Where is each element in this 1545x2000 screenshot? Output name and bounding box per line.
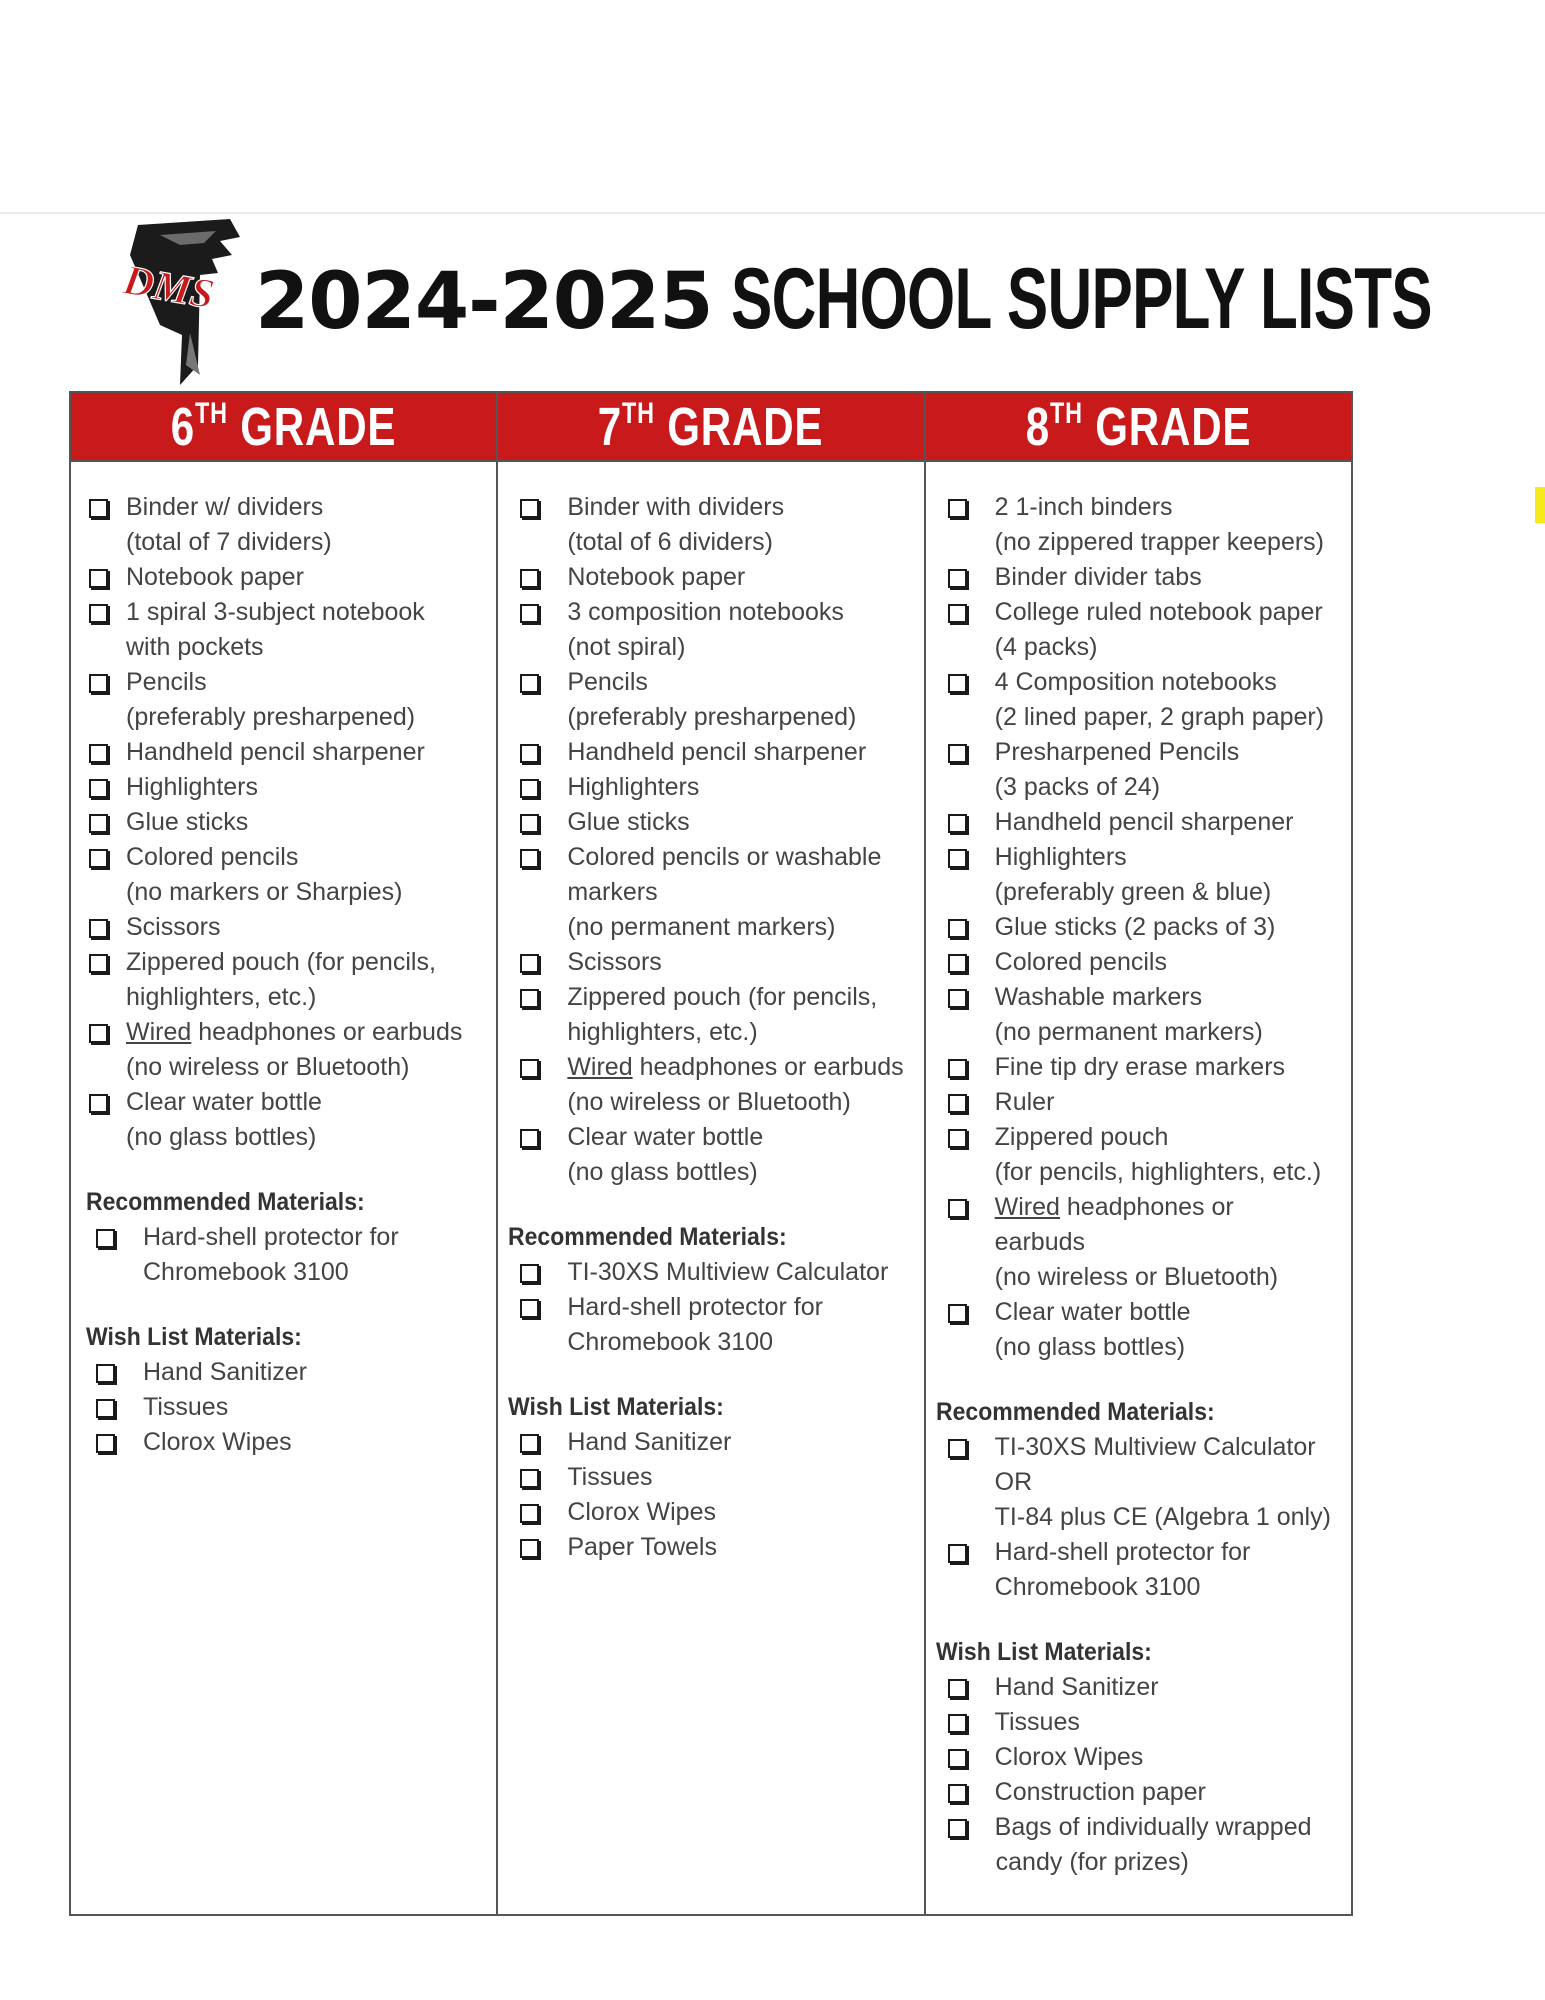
item-text: Hand Sanitizer <box>143 1358 307 1386</box>
checkbox-icon[interactable] <box>948 1059 967 1078</box>
item-text: Zippered pouch (for pencils, <box>567 983 878 1011</box>
checklist-item <box>926 1050 1351 1085</box>
recommended-heading: Recommended Materials: <box>508 1223 787 1251</box>
checklist-item <box>926 1120 1351 1190</box>
item-subtext: (no wireless or Bluetooth) <box>994 1263 1279 1291</box>
checklist-item <box>498 1495 923 1530</box>
wishlist-heading: Wish List Materials: <box>508 1393 725 1421</box>
logo-text: DMS <box>120 257 218 319</box>
item-subtext: (no glass bottles) <box>126 1123 317 1151</box>
item-text: Zippered pouch (for pencils, <box>126 948 436 976</box>
item-subtext: (total of 6 dividers) <box>567 528 773 556</box>
checklist-item <box>498 980 923 1050</box>
item-text: headphones or <box>1059 1193 1234 1221</box>
item-text: Colored pencils <box>994 948 1167 976</box>
item-text: Tissues <box>994 1708 1080 1736</box>
item-subtext: (no glass bottles) <box>567 1158 758 1186</box>
item-text: Binder with dividers <box>567 493 785 521</box>
checklist-item <box>498 770 923 805</box>
checkbox-icon[interactable] <box>89 849 108 868</box>
checkbox-icon[interactable] <box>520 1299 539 1318</box>
item-text: Pencils <box>567 668 648 696</box>
grade-7-header: 7TH GRADE <box>498 393 923 462</box>
checklist-item <box>498 1050 923 1120</box>
item-text: Washable markers <box>994 983 1203 1011</box>
item-text: Binder divider tabs <box>994 563 1202 591</box>
item-text: Fine tip dry erase markers <box>994 1053 1286 1081</box>
item-text: Tissues <box>567 1463 653 1491</box>
checkbox-icon[interactable] <box>89 954 108 973</box>
underlined-word: Wired <box>994 1193 1060 1221</box>
checkbox-icon[interactable] <box>96 1364 115 1383</box>
checklist-item <box>926 1810 1351 1845</box>
item-text: Notebook paper <box>126 563 304 591</box>
item-text: TI-30XS Multiview Calculator <box>994 1433 1316 1461</box>
wishlist-heading: Wish List Materials: <box>86 1323 302 1351</box>
checkbox-icon[interactable] <box>948 1199 967 1218</box>
checkbox-icon[interactable] <box>520 849 539 868</box>
checkbox-icon[interactable] <box>89 674 108 693</box>
item-text: 2 1-inch binders <box>994 493 1173 521</box>
item-text: Handheld pencil sharpener <box>994 808 1294 836</box>
checkbox-icon[interactable] <box>96 1399 115 1418</box>
item-text: Colored pencils or washable <box>567 843 882 871</box>
checklist-item <box>926 735 1351 805</box>
item-subtext: (no permanent markers) <box>994 1018 1263 1046</box>
item-subtext: (4 packs) <box>994 633 1098 661</box>
highlight-mark <box>1535 487 1545 523</box>
checklist-item <box>71 1425 496 1460</box>
checkbox-icon[interactable] <box>89 604 108 623</box>
item-text: Notebook paper <box>567 563 746 591</box>
checklist-item <box>926 1085 1351 1120</box>
item-subtext: with pockets <box>126 633 264 661</box>
item-subtext: (preferably presharpened) <box>126 703 416 731</box>
item-text: Tissues <box>143 1393 229 1421</box>
item-text: College ruled notebook paper <box>994 598 1323 626</box>
recommended-heading: Recommended Materials: <box>935 1398 1215 1426</box>
checkbox-icon[interactable] <box>96 1229 115 1248</box>
checklist-item <box>926 1535 1351 1605</box>
item-subtext: (3 packs of 24) <box>994 773 1161 801</box>
checkbox-icon[interactable] <box>96 1434 115 1453</box>
checkbox-icon[interactable] <box>520 1059 539 1078</box>
item-subtext: (preferably green & blue) <box>994 878 1272 906</box>
underlined-word: Wired <box>126 1018 192 1046</box>
checkbox-icon[interactable] <box>948 1749 967 1768</box>
item-subtext: (for pencils, highlighters, etc.) <box>994 1158 1322 1186</box>
checkbox-icon[interactable] <box>89 779 108 798</box>
checklist-item <box>498 1120 923 1190</box>
item-text: Presharpened Pencils <box>994 738 1240 766</box>
grade-6-column <box>71 393 498 1914</box>
checkbox-icon[interactable] <box>520 569 539 588</box>
checkbox-icon[interactable] <box>948 814 967 833</box>
checklist-item <box>498 1530 923 1565</box>
checklist-item <box>498 945 923 980</box>
checkbox-icon[interactable] <box>948 1819 967 1838</box>
item-subtext: (no markers or Sharpies) <box>126 878 403 906</box>
checklist-item <box>71 490 496 560</box>
item-text: Glue sticks <box>126 808 249 836</box>
checkbox-icon[interactable] <box>89 744 108 763</box>
checklist-item <box>71 665 496 735</box>
checkbox-icon[interactable] <box>948 674 967 693</box>
item-text: Clorox Wipes <box>994 1743 1144 1771</box>
checklist-item <box>926 560 1351 595</box>
checklist-item <box>926 1740 1351 1775</box>
item-text: Hard-shell protector for <box>567 1293 823 1321</box>
checkbox-icon[interactable] <box>520 1469 539 1488</box>
checklist-item <box>926 1705 1351 1740</box>
checkbox-icon[interactable] <box>520 989 539 1008</box>
item-text: Colored pencils <box>126 843 299 871</box>
checklist-item <box>71 840 496 910</box>
item-text: Construction paper <box>994 1778 1206 1806</box>
checkbox-icon[interactable] <box>948 1714 967 1733</box>
checkbox-icon[interactable] <box>948 1679 967 1698</box>
item-text: headphones or earbuds <box>191 1018 463 1046</box>
checklist-item <box>71 1355 496 1390</box>
checklist-item <box>498 1255 923 1290</box>
checklist-item <box>71 770 496 805</box>
checklist-item <box>926 665 1351 735</box>
supply-table <box>69 391 1353 1916</box>
checklist-item <box>498 1290 923 1360</box>
item-subtext: markers <box>567 878 658 906</box>
recommended-heading: Recommended Materials: <box>86 1188 365 1216</box>
checkbox-icon[interactable] <box>520 954 539 973</box>
item-subtext: (not spiral) <box>567 633 686 661</box>
grade-8-header: 8TH GRADE <box>926 393 1351 462</box>
item-subtext: (no wireless or Bluetooth) <box>126 1053 410 1081</box>
checklist-item <box>498 595 923 665</box>
checklist-item <box>71 945 496 1015</box>
page-title <box>255 250 1545 347</box>
checkbox-icon[interactable] <box>89 499 108 518</box>
item-subtext: (no wireless or Bluetooth) <box>567 1088 851 1116</box>
item-subtext: (2 lined paper, 2 graph paper) <box>994 703 1325 731</box>
checkbox-icon[interactable] <box>948 1094 967 1113</box>
checklist-item <box>71 735 496 770</box>
item-text: Ruler <box>994 1088 1055 1116</box>
item-subtext: OR <box>994 1468 1033 1496</box>
top-divider <box>0 212 1545 214</box>
item-subtext: highlighters, etc.) <box>567 1018 758 1046</box>
item-text: TI-30XS Multiview Calculator <box>567 1258 889 1286</box>
checkbox-icon[interactable] <box>520 1434 539 1453</box>
checkbox-icon[interactable] <box>520 744 539 763</box>
checkbox-icon[interactable] <box>948 604 967 623</box>
checkbox-icon[interactable] <box>948 1784 967 1803</box>
item-subtext: (no zippered trapper keepers) <box>994 528 1325 556</box>
dms-falcon-logo <box>120 215 250 385</box>
item-text: Scissors <box>567 948 662 976</box>
title-text: SCHOOL SUPPLY LISTS <box>730 251 1432 347</box>
item-subtext: (preferably presharpened) <box>567 703 857 731</box>
item-subtext: candy (for prizes) <box>995 1848 1189 1876</box>
checklist-item <box>71 1390 496 1425</box>
wishlist-heading: Wish List Materials: <box>935 1638 1152 1666</box>
checkbox-icon[interactable] <box>948 744 967 763</box>
checklist-item <box>71 1085 496 1155</box>
item-text: Binder w/ dividers <box>126 493 324 521</box>
checkbox-icon[interactable] <box>89 1024 108 1043</box>
checkbox-icon[interactable] <box>520 814 539 833</box>
checklist-item <box>926 980 1351 1050</box>
checklist-item <box>498 805 923 840</box>
checkbox-icon[interactable] <box>948 1439 967 1458</box>
item-text: Clorox Wipes <box>143 1428 292 1456</box>
checklist-item <box>498 665 923 735</box>
checklist-item <box>498 490 923 560</box>
item-text: Handheld pencil sharpener <box>126 738 425 766</box>
checkbox-icon[interactable] <box>948 1304 967 1323</box>
checkbox-icon[interactable] <box>520 1264 539 1283</box>
checkbox-icon[interactable] <box>520 1539 539 1558</box>
item-text: Handheld pencil sharpener <box>567 738 867 766</box>
checklist-item <box>926 595 1351 665</box>
item-text: Clear water bottle <box>126 1088 322 1116</box>
checkbox-icon[interactable] <box>520 1129 539 1148</box>
item-text: Hand Sanitizer <box>567 1428 732 1456</box>
checkbox-icon[interactable] <box>520 779 539 798</box>
checkbox-icon[interactable] <box>948 919 967 938</box>
checklist-item <box>498 735 923 770</box>
checklist-item <box>71 595 496 665</box>
checklist-item <box>498 560 923 595</box>
item-text: Scissors <box>126 913 221 941</box>
item-subtext: highlighters, etc.) <box>126 983 317 1011</box>
grade-8-column <box>926 393 1351 1914</box>
grade-6-header: 6TH GRADE <box>71 393 496 462</box>
item-text: 1 spiral 3-subject notebook <box>126 598 425 626</box>
checkbox-icon[interactable] <box>948 849 967 868</box>
grade-7-column <box>498 393 925 1914</box>
checklist-item <box>926 910 1351 945</box>
checkbox-icon[interactable] <box>89 919 108 938</box>
checklist-item <box>926 1670 1351 1705</box>
checkbox-icon[interactable] <box>520 674 539 693</box>
checklist-item <box>498 1460 923 1495</box>
checkbox-icon[interactable] <box>89 569 108 588</box>
checkbox-icon[interactable] <box>520 1504 539 1523</box>
item-subtext: TI-84 plus CE (Algebra 1 only) <box>994 1503 1331 1531</box>
item-text: 4 Composition notebooks <box>994 668 1277 696</box>
underlined-word: Wired <box>567 1053 633 1081</box>
checkbox-icon[interactable] <box>948 954 967 973</box>
checkbox-icon[interactable] <box>948 1129 967 1148</box>
item-text: Hard-shell protector for <box>994 1538 1251 1566</box>
item-text: Hand Sanitizer <box>994 1673 1159 1701</box>
checklist-item <box>71 560 496 595</box>
checklist-item <box>926 490 1351 560</box>
item-text: Hard-shell protector for <box>143 1223 399 1251</box>
checkbox-icon[interactable] <box>89 814 108 833</box>
checkbox-icon[interactable] <box>520 499 539 518</box>
item-text: Glue sticks (2 packs of 3) <box>994 913 1276 941</box>
checklist-item <box>926 1295 1351 1365</box>
item-text: Clear water bottle <box>567 1123 764 1151</box>
checklist-item <box>71 910 496 945</box>
checklist-item <box>498 840 923 945</box>
item-text: 3 composition notebooks <box>567 598 844 626</box>
item-subtext: (no glass bottles) <box>994 1333 1186 1361</box>
checkbox-icon[interactable] <box>948 569 967 588</box>
title-year: 2024-2025 <box>255 257 713 347</box>
item-text: Glue sticks <box>567 808 690 836</box>
item-text: Highlighters <box>994 843 1127 871</box>
item-text: Paper Towels <box>567 1533 717 1561</box>
item-text: Clear water bottle <box>994 1298 1191 1326</box>
checklist-item <box>71 1015 496 1085</box>
checkbox-icon[interactable] <box>948 499 967 518</box>
checklist-item <box>926 840 1351 910</box>
item-subtext: earbuds <box>994 1228 1086 1256</box>
item-subtext: Chromebook 3100 <box>567 1328 774 1356</box>
item-subtext: (no permanent markers) <box>567 913 836 941</box>
item-subtext: (total of 7 dividers) <box>126 528 332 556</box>
checklist-item-continuation <box>926 1845 1351 1880</box>
item-text: Zippered pouch <box>994 1123 1169 1151</box>
checkbox-icon[interactable] <box>89 1094 108 1113</box>
checkbox-icon[interactable] <box>948 1544 967 1563</box>
checklist-item <box>926 805 1351 840</box>
item-text: Highlighters <box>126 773 259 801</box>
item-text: headphones or earbuds <box>632 1053 904 1081</box>
checklist-item <box>498 1425 923 1460</box>
item-subtext: Chromebook 3100 <box>994 1573 1201 1601</box>
checkbox-icon[interactable] <box>948 989 967 1008</box>
checklist-item <box>71 1220 496 1290</box>
checklist-item <box>926 945 1351 980</box>
item-text: Bags of individually wrapped <box>994 1813 1312 1841</box>
checklist-item <box>926 1430 1351 1535</box>
checklist-item <box>926 1775 1351 1810</box>
checkbox-icon[interactable] <box>520 604 539 623</box>
checklist-item <box>71 805 496 840</box>
checklist-item <box>926 1190 1351 1295</box>
item-subtext: Chromebook 3100 <box>143 1258 349 1286</box>
item-text: Clorox Wipes <box>567 1498 716 1526</box>
item-text: Pencils <box>126 668 207 696</box>
item-text: Highlighters <box>567 773 700 801</box>
